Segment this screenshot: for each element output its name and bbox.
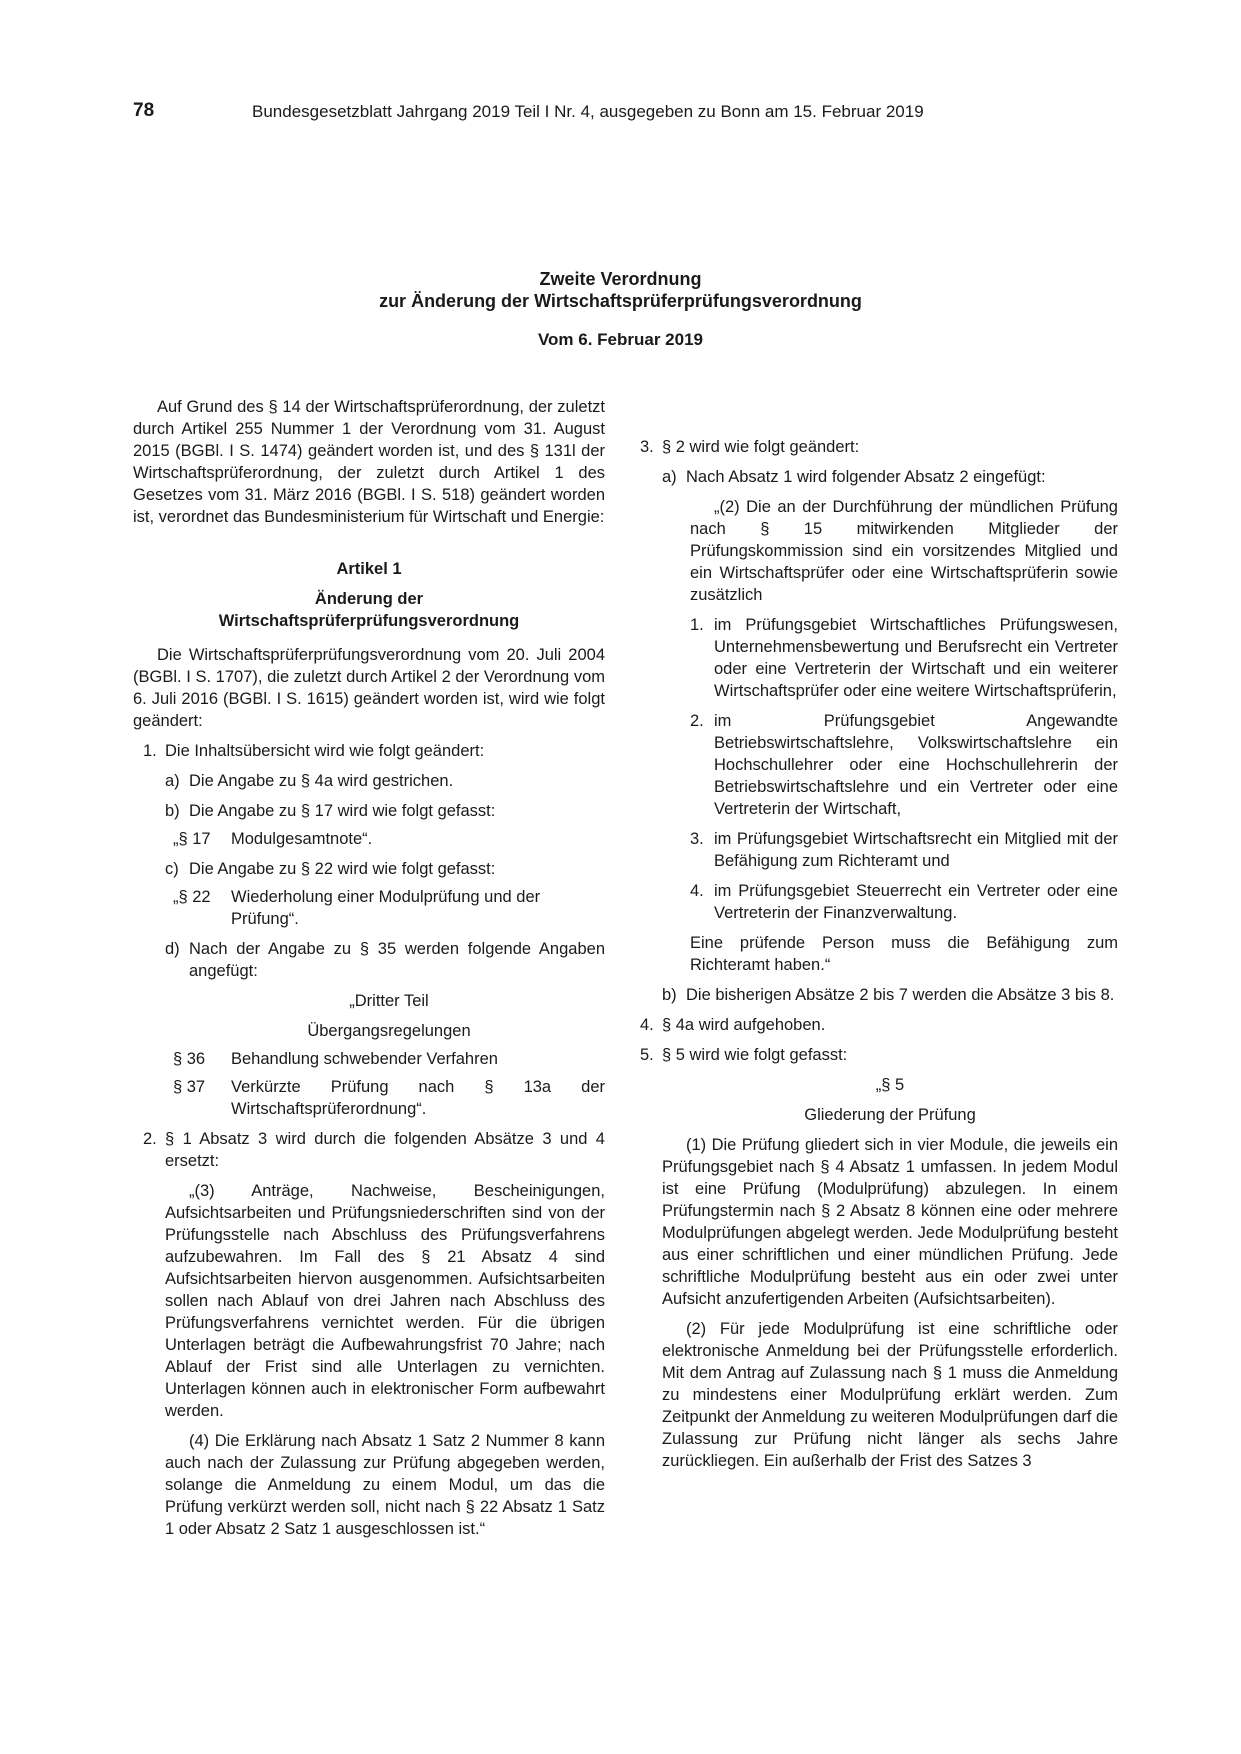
list-item-2 <box>133 1128 605 1172</box>
toc-value: Verkürzte Prüfung nach § 13a der Wirtschaftsprüferordnung“. <box>231 1078 605 1118</box>
list-text: im Prüfungsgebiet Wirtschaftliches Prüfungswesen, Unternehmensbewertung und Berufsrecht ein Vertreter oder eine Vertreterin der Wirtschaft und ein weiterer Wirtschaftsprüfer oder eine weitere Wirtschaftsprüferin, <box>714 616 1118 700</box>
list-item-1 <box>133 740 605 762</box>
toc-row-17 <box>133 828 605 850</box>
numbered-item-2 <box>640 710 1118 820</box>
list-label: a) <box>662 468 677 486</box>
list-text: § 4a wird aufgehoben. <box>662 1016 826 1034</box>
toc-row-36 <box>133 1048 605 1070</box>
toc-key: „§ 17 <box>173 830 211 848</box>
list-item-1b <box>133 800 605 822</box>
list-text: Die Angabe zu § 4a wird gestrichen. <box>189 772 454 790</box>
list-text: § 1 Absatz 3 wird durch die folgenden Absätze 3 und 4 ersetzt: <box>165 1130 605 1170</box>
toc-value: Modulgesamtnote“. <box>231 830 373 848</box>
list-label: b) <box>662 986 677 1004</box>
list-item-3a <box>640 466 1118 488</box>
list-text: im Prüfungsgebiet Angewandte Betriebswirtschaftslehre, Volkswirtschaftslehre ein Hochschullehrer oder eine Hochschullehrerin der Betriebswirtschaftslehre und ein Vertreter oder eine Vertreterin der Wirtschaft, <box>714 712 1118 818</box>
toc-key: „§ 22 <box>173 888 211 906</box>
document-title <box>0 268 1241 312</box>
toc-value: Behandlung schwebender Verfahren <box>231 1050 498 1068</box>
left-column <box>133 396 605 1540</box>
toc-row-37 <box>133 1076 605 1120</box>
quote-closing: Eine prüfende Person muss die Befähigung zum Richteramt haben.“ <box>690 934 1118 974</box>
section-paragraph-2: (2) Für jede Modulprüfung ist eine schriftliche oder elektronische Anmeldung bei der Prüfungsstelle erforderlich. Mit dem Antrag auf Zulassung nach § 1 muss die Anmeldung zu mindestens einer Modulprüfung erklärt werden. Zum Zeitpunkt der Anmeldung zu weiteren Modulprüfungen darf die Zulassung zur Prüfung nicht länger als sechs Jahre zurückliegen. Ein außerhalb der Frist des Satzes 3 <box>662 1320 1118 1470</box>
section-paragraph-1: (1) Die Prüfung gliedert sich in vier Module, die jeweils ein Prüfungsgebiet nach § 4 Absatz 1 umfassen. In jedem Modul ist eine Prüfung (Modulprüfung) abzulegen. In einem Prüfungstermin nach § 2 Absatz 8 können eine oder mehrere Modulprüfungen abgelegt werden. Jede Modulprüfung besteht aus einer schriftlichen und einer mündlichen Prüfung. Jede schriftliche Modulprüfung besteht aus ein oder zwei unter Aufsicht anzufertigenden Arbeiten (Aufsichtsarbeiten). <box>662 1136 1118 1308</box>
artikel-heading: Artikel 1 <box>336 560 402 578</box>
list-label: 2. <box>143 1130 157 1148</box>
list-text: Die Inhaltsübersicht wird wie folgt geändert: <box>165 742 485 760</box>
list-label: 2. <box>690 712 704 730</box>
title-line-1: Zweite Verordnung <box>539 269 702 289</box>
list-label: 4. <box>690 882 704 900</box>
list-label: 5. <box>640 1046 654 1064</box>
toc-key: § 36 <box>173 1050 206 1068</box>
part-title: Übergangsregelungen <box>307 1022 471 1040</box>
list-text: im Prüfungsgebiet Wirtschaftsrecht ein Mitglied mit der Befähigung zum Richteramt und <box>714 830 1118 870</box>
list-label: b) <box>165 802 180 820</box>
list-text: § 2 wird wie folgt geändert: <box>662 438 860 456</box>
toc-value: Wiederholung einer Modulprüfung und der Prüfung“. <box>231 888 541 928</box>
list-item-1c <box>133 858 605 880</box>
toc-row-22 <box>133 886 605 930</box>
quote-paragraph-3: „(3) Anträge, Nachweise, Bescheinigungen, Aufsichtsarbeiten und Prüfungsniederschriften sind von der Prüfungsstelle nach Abschluss des Prüfungsverfahrens aufzubewahren. Im Fall des § 21 Absatz 4 sind Aufsichtsarbeiten hiervon ausgenommen. Aufsichtsarbeiten sollen nach Ablauf von drei Jahren nach Abschluss des Prüfungsverfahrens vernichtet werden. Für die übrigen Unterlagen beträgt die Aufbewahrungsfrist 70 Jahre; nach Ablauf der Frist sind alle Unterlagen zu vernichten. Unterlagen können auch in elektronischer Form aufbewahrt werden. <box>165 1182 605 1420</box>
list-label: 1. <box>690 616 704 634</box>
part-heading: „Dritter Teil <box>349 992 429 1010</box>
list-text: Die Angabe zu § 22 wird wie folgt gefasst: <box>189 860 496 878</box>
toc-key: § 37 <box>173 1078 206 1096</box>
list-label: d) <box>165 940 180 958</box>
list-text: Die Angabe zu § 17 wird wie folgt gefasst: <box>189 802 496 820</box>
artikel-subheading: Änderung der Wirtschaftsprüferprüfungsverordnung <box>218 590 520 630</box>
document-date: Vom 6. Februar 2019 <box>537 330 704 349</box>
list-label: 4. <box>640 1016 654 1034</box>
list-text: Die bisherigen Absätze 2 bis 7 werden die Absätze 3 bis 8. <box>686 986 1115 1004</box>
right-column <box>640 436 1118 1472</box>
list-item-1a <box>133 770 605 792</box>
artikel-intro: Die Wirtschaftsprüferprüfungsverordnung vom 20. Juli 2004 (BGBl. I S. 1707), die zuletzt durch Artikel 2 der Verordnung vom 6. Juli 2016 (BGBl. I S. 1615) geändert worden ist, wird wie folgt geändert: <box>133 646 605 730</box>
list-item-3b <box>640 984 1118 1006</box>
numbered-item-4 <box>640 880 1118 924</box>
list-label: a) <box>165 772 180 790</box>
list-item-5 <box>640 1044 1118 1066</box>
preamble: Auf Grund des § 14 der Wirtschaftsprüferordnung, der zuletzt durch Artikel 255 Nummer 1 der Verordnung vom 31. August 2015 (BGBl. I S. 1474) geändert worden ist, und des § 131l der Wirtschaftsprüferordnung, der zuletzt durch Artikel 1 des Gesetzes vom 31. März 2016 (BGBl. I S. 518) geändert worden ist, verordnet das Bundesministerium für Wirtschaft und Energie: <box>133 398 605 526</box>
numbered-item-3 <box>640 828 1118 872</box>
list-label: 3. <box>640 438 654 456</box>
list-item-1d <box>133 938 605 982</box>
list-text: Nach der Angabe zu § 35 werden folgende Angaben angefügt: <box>189 940 605 980</box>
list-label: 1. <box>143 742 157 760</box>
quote-paragraph-4: (4) Die Erklärung nach Absatz 1 Satz 2 Nummer 8 kann auch nach der Zulassung zur Prüfung abgegeben werden, solange die Anmeldung zu einem Modul, um das die Prüfung verkürzt werden soll, nicht nach § 22 Absatz 1 Satz 1 oder Absatz 2 Satz 1 ausgeschlossen ist.“ <box>165 1432 605 1538</box>
page-number: 78 <box>133 100 155 121</box>
running-head: Bundesgesetzblatt Jahrgang 2019 Teil I Nr. 4, ausgegeben zu Bonn am 15. Februar 2019 <box>252 102 924 121</box>
section-title: Gliederung der Prüfung <box>804 1106 976 1124</box>
list-label: 3. <box>690 830 704 848</box>
list-text: Nach Absatz 1 wird folgender Absatz 2 eingefügt: <box>686 468 1046 486</box>
list-text: § 5 wird wie folgt gefasst: <box>662 1046 848 1064</box>
section-heading: „§ 5 <box>875 1076 905 1094</box>
list-item-3 <box>640 436 1118 458</box>
list-label: c) <box>165 860 179 878</box>
list-item-4 <box>640 1014 1118 1036</box>
list-text: im Prüfungsgebiet Steuerrecht ein Vertreter oder eine Vertreterin der Finanzverwaltung. <box>714 882 1118 922</box>
quote-paragraph-2: „(2) Die an der Durchführung der mündlichen Prüfung nach § 15 mitwirkenden Mitglieder der Prüfungskommission sind ein vorsitzendes Mitglied und ein Wirtschaftsprüfer oder eine Wirtschaftsprüferin sowie zusätzlich <box>690 498 1118 604</box>
numbered-item-1 <box>640 614 1118 702</box>
title-line-2: zur Änderung der Wirtschaftsprüferprüfungsverordnung <box>379 291 862 311</box>
